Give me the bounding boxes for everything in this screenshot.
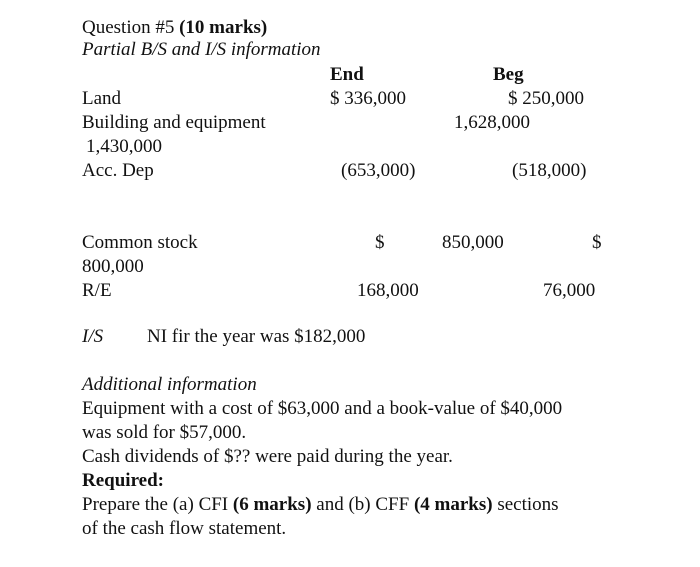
column-header-beg: Beg (493, 64, 524, 85)
prepare-line-last: of the cash flow statement. (82, 518, 287, 539)
common-stock-end-dollar: $ (375, 232, 385, 253)
column-header-end: End (330, 64, 364, 85)
re-beg-value: 76,000 (543, 280, 596, 301)
common-stock-end-value: 850,000 (442, 232, 504, 253)
prepare-part-b-marks: (4 marks) (413, 494, 493, 515)
building-beg-value: 1,628,000 (454, 112, 530, 133)
land-beg-value: $ 250,000 (508, 88, 584, 109)
re-label: R/E (82, 280, 112, 301)
question-marks: (10 marks) (179, 17, 268, 38)
common-stock-beg-value: 800,000 (82, 256, 144, 277)
acc-dep-end-value: (653,000) (341, 160, 416, 181)
common-stock-beg-dollar: $ (592, 232, 602, 253)
land-label: Land (82, 88, 122, 109)
question-subtitle: Partial B/S and I/S information (82, 39, 321, 60)
required-label: Required: (82, 470, 164, 491)
prepare-part-a-marks: (6 marks) (232, 494, 312, 515)
acc-dep-label: Acc. Dep (82, 160, 154, 181)
land-end-value: $ 336,000 (330, 88, 406, 109)
acc-dep-beg-value: (518,000) (512, 160, 587, 181)
income-statement-text: NI fir the year was $182,000 (147, 326, 366, 347)
common-stock-label: Common stock (82, 232, 198, 253)
additional-info-line2: was sold for $57,000. (82, 422, 247, 443)
prepare-part-a: Prepare the (a) CFI (82, 494, 233, 515)
additional-info-line3: Cash dividends of $?? were paid during the year. (82, 446, 453, 467)
re-end-value: 168,000 (357, 280, 419, 301)
additional-info-line1: Equipment with a cost of $63,000 and a book-value of $40,000 (82, 398, 563, 419)
prepare-part-c: sections (492, 494, 559, 515)
prepare-line (82, 494, 559, 516)
question-heading (82, 17, 267, 39)
additional-info-heading: Additional information (82, 374, 257, 395)
income-statement-label: I/S (82, 326, 104, 347)
building-end-value: 1,430,000 (86, 136, 162, 157)
prepare-part-b: and (b) CFF (311, 494, 414, 515)
building-label: Building and equipment (82, 112, 266, 133)
question-title: Question #5 (82, 17, 175, 38)
